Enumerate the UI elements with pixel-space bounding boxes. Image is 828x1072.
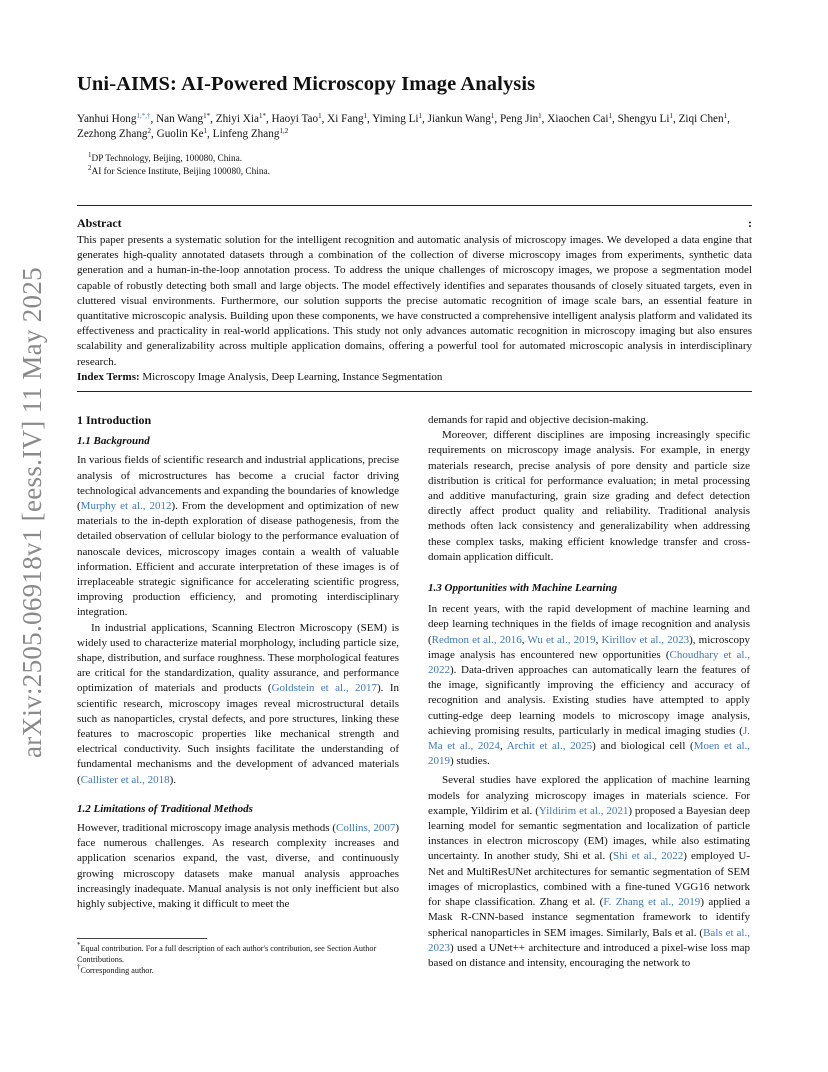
- author-name: Nan Wang$^{1*}$: [156, 112, 211, 125]
- abstract-bottom-rule: [77, 391, 752, 392]
- subsection-heading-limitations: 1.2 Limitations of Traditional Methods: [77, 802, 253, 815]
- footnote-rule: [77, 938, 207, 939]
- paragraph: Moreover, different disciplines are imposing increasingly specific requirements on microscopy image analysis. For example, in energy materials research, precise analysis of pore density and particle size distribution is critical for performance evaluation; in metal processing and additive manufacturing, grain size grading and defect detection directly affect product quality and reliability. Traditional analysis methods often lack consistency and generalizability when addressing these complex tasks, making efficient knowledge transfer and cross-domain application difficult.: [428, 429, 750, 563]
- paragraph: In industrial applications, Scanning Electron Microscopy (SEM) is widely used to characterize material morphology, including particle size, shape, distribution, and surface roughness. These morphological features are critical for the standardization, quality assurance, and performance optimization of materials and products (Goldstein et al., 2017). In scientific research, microscopy images reveal microstructural details such as nanoparticles, crystal defects, and pore structures, linking these features to macroscopic properties like mechanical strength and electrical conductivity. Such insights facilitate the understanding of fundamental mechanisms and the development of advanced materials (Callister et al., 2018).: [77, 621, 399, 786]
- citation-link[interactable]: J. Ma et al., 2024: [428, 724, 750, 753]
- citation-link[interactable]: Archit et al., 2025: [506, 740, 593, 753]
- paragraph: demands for rapid and objective decision-making.: [428, 414, 649, 426]
- subsection-heading-background: 1.1 Background: [77, 435, 150, 448]
- author-name: Yanhui Hong$^{1,*,\dagger}$: [77, 112, 151, 125]
- index-terms: Microscopy Image Analysis, Deep Learning, Instance Segmentation: [142, 370, 443, 383]
- affiliation-1: $^1$DP Technology, Beijing, 100080, China.: [88, 151, 243, 164]
- citation-link[interactable]: Yildirim et al., 2021: [538, 804, 629, 817]
- right-column: [428, 413, 750, 971]
- author-name: Peng Jin$^1$: [499, 112, 542, 125]
- footnote-equal-contribution: *Equal contribution. For a full description of each author's contribution, see Section Author Contributions.: [77, 941, 377, 964]
- subsection-heading-opportunities: 1.3 Opportunities with Machine Learning: [428, 582, 618, 595]
- left-column: [77, 413, 399, 912]
- citation-link[interactable]: Moen et al., 2019: [428, 740, 751, 768]
- author-name: Xiaochen Cai$^1$: [547, 112, 612, 125]
- author-name: Zhiyi Xia$^{1*}$: [215, 112, 266, 125]
- abstract-top-rule: [77, 205, 752, 206]
- citation-link[interactable]: Collins, 2007: [336, 822, 396, 835]
- author-name: Guolin Ke$^1$: [156, 127, 208, 140]
- citation-link[interactable]: Wu et al., 2019: [527, 633, 596, 646]
- citation-link[interactable]: Shi et al., 2022: [612, 850, 684, 863]
- paragraph: In recent years, with the rapid development of machine learning and deep learning techniques in the fields of image recognition and analysis (Redmon et al., 2016, Wu et al., 2019, Kirillov et al., 2023), microscopy image analysis has encountered new opportunities (Choudhary et al., 2022). Data-driven approaches can automatically learn the features of the image, significantly improving the efficiency and accuracy of recognition and analysis. Existing studies have attempted to apply cutting-edge deep learning models to microscopy image analysis, achieving promising results, particularly in medical imaging studies (J. Ma et al., 2024, Archit et al., 2025) and biological cell (Moen et al., 2019) studies.: [428, 603, 751, 768]
- paragraph: However, traditional microscopy image analysis methods (Collins, 2007) face numerous challenges. As research complexity increases and application scenarios expand, the vast, diverse, and continuously growing microscopy datasets make manual analysis approaches increasingly inadequate. Manual analysis is not only inefficient but also highly subjective, making it difficult to meet the: [77, 822, 399, 911]
- author-list: Yanhui Hong$^{1,*,\dagger}$, Nan Wang$^{1*}$, Zhiyi Xia$^{1*}$, Haoyi Tao$^1$, Xi Fang$^1$, Yiming Li$^1$, Jiankun Wang$^1$, Peng Jin$^1$, Xiaochen Cai$^1$, Shengyu Li$^1$, Ziqi Chen$^1$, Zezhong Zhang$^2$, Guolin Ke$^1$, Linfeng Zhang$^{1,2}$: [77, 112, 730, 140]
- abstract-text: This paper presents a systematic solution for the intelligent recognition and automatic analysis of microscopy images. We developed a data engine that generates high-quality annotated datasets through a combination of the collection of diverse microscopy images from experiments, synthetic data generation and a human-in-the-loop annotation process. To address the unique challenges of microscopy images, we propose a segmentation model capable of robustly detecting both small and large objects. The model effectively identifies and separates thousands of closely situated targets, even in cluttered visual environments. Furthermore, our solution supports the precise automatic recognition of image scale bars, an essential feature in quantitative microscopic analysis. Building upon these components, we have constructed a comprehensive intelligent analysis platform and validated its effectiveness and practicality in real-world applications. This study not only advances automatic recognition in microscopy imaging but also ensures scalability and generalizability across multiple application domains, offering a powerful tool for automated microscopic analysis in interdisciplinary research. Index Terms: Microscopy Image Analysis, Deep Learning, Instance Segmentation: [77, 234, 752, 383]
- index-terms-label: Index Terms:: [77, 370, 140, 383]
- citation-link[interactable]: Murphy et al., 2012: [80, 500, 172, 513]
- author-name: Ziqi Chen$^1$: [678, 112, 728, 125]
- citation-link[interactable]: Callister et al., 2018: [80, 773, 170, 786]
- paragraph: In various fields of scientific research and industrial applications, precise analysis of microstructures has become a crucial factor driving technological advancements and expanding the boundaries of knowledge (Murphy et al., 2012). From the development and optimization of new materials to the in-depth exploration of disease pathogenesis, from the detailed observation of cellular biology to the performance evaluation of nanoscale devices, microscopy images contain a wealth of valuable information. Efficient and accurate interpretation of these images is of irreplaceable strategic significance for accelerating scientific progress, improving production efficiency, and promoting interdisciplinary integration.: [77, 454, 399, 619]
- abstract-heading: Abstract :: [77, 216, 752, 230]
- author-name: Jiankun Wang$^1$: [427, 112, 495, 125]
- affiliation-2: $^2$AI for Science Institute, Beijing 100080, China.: [88, 164, 270, 177]
- author-name: Xi Fang$^1$: [327, 112, 368, 125]
- arxiv-side-identifier: arXiv:2505.06918v1 [eess.IV] 11 May 2025: [17, 267, 47, 758]
- citation-link[interactable]: Bals et al., 2023: [428, 926, 750, 954]
- author-name: Yiming Li$^1$: [372, 112, 423, 125]
- section-heading-introduction: 1 Introduction: [77, 413, 152, 427]
- citation-link[interactable]: Goldstein et al., 2017: [271, 682, 377, 695]
- citation-link[interactable]: Redmon et al., 2016: [431, 633, 522, 646]
- author-name: Zezhong Zhang$^2$: [77, 127, 152, 140]
- citation-link[interactable]: Choudhary et al., 2022: [428, 648, 750, 677]
- paper-title: Uni-AIMS: AI-Powered Microscopy Image Analysis: [77, 73, 536, 95]
- citation-link[interactable]: F. Zhang et al., 2019: [603, 896, 701, 909]
- paragraph: Several studies have explored the application of machine learning models for analyzing microscopy images in materials science. For example, Yildirim et al. (Yildirim et al., 2021) proposed a Bayesian deep learning model for semantic segmentation and localization of particle instances in electron microscopy (EM) images, while also estimating uncertainty. In another study, Shi et al. (Shi et al., 2022) employed U-Net and MultiResUNet architectures for semantic segmentation of SEM images of microplastics, combined with a fine-tuned VGG16 network for shape classification. Zhang et al. (F. Zhang et al., 2019) applied a Mask R-CNN-based instance segmentation framework to identify spherical nanoparticles in SEM images. Similarly, Bals et al. (Bals et al., 2023) used a UNet++ architecture and introduced a pixel-wise loss map based on distance and intensity, encouraging the network to: [428, 774, 750, 969]
- author-name: Haoyi Tao$^1$: [271, 112, 322, 125]
- author-name: Shengyu Li$^1$: [617, 112, 673, 125]
- citation-link[interactable]: Kirillov et al., 2023: [601, 633, 690, 646]
- footnote-corresponding-author: †Corresponding author.: [77, 963, 154, 975]
- author-name: Linfeng Zhang$^{1,2}$: [212, 127, 289, 140]
